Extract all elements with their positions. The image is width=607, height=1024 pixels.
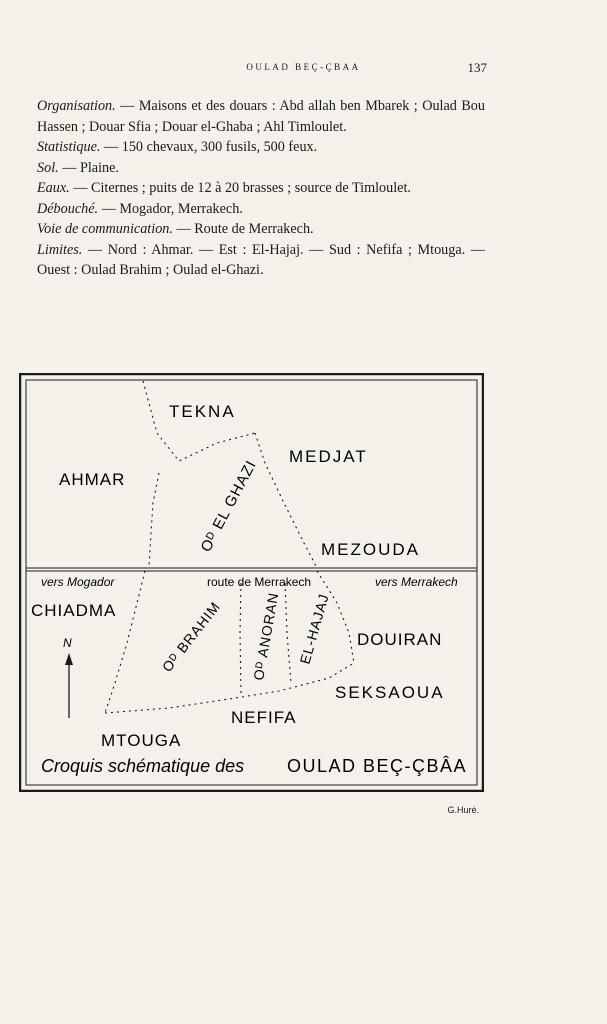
paragraph-voie (37, 219, 485, 240)
label-statistique: Statistique. (37, 139, 101, 155)
text-eaux: — Citernes ; puits de 12 à 20 brasses ; source de Timloulet. (69, 180, 411, 196)
text-statistique: — 150 chevaux, 300 fusils, 500 feux. (100, 139, 318, 155)
label-mezouda: MEZOUDA (321, 540, 420, 559)
body-text (37, 96, 485, 281)
label-tekna: TEKNA (169, 402, 236, 421)
label-seksaoua: SEKSAOUA (335, 683, 445, 702)
north-label: N (63, 636, 72, 650)
paragraph-eaux (37, 178, 485, 199)
label-obrahim: Oᴰ BRAHIM (158, 598, 224, 675)
boundary-chiadma (105, 571, 145, 713)
north-arrow-head (65, 653, 73, 665)
sketch-map (19, 373, 484, 792)
label-vers-mogador: vers Mogador (41, 575, 115, 589)
boundary-ahmar-west (149, 473, 159, 567)
paragraph-organisation (37, 96, 485, 137)
label-route-merrakech: route de Merrakech (207, 575, 312, 589)
text-limites: — Nord : Ahmar. — Est : El-Hajaj. — Sud : Nefifa ; Mtouga. — Ouest : Oulad Brahim ; Oulad el-Ghazi. (37, 241, 485, 278)
text-voie: — Route de Merrakech. (172, 221, 314, 237)
boundary-anoran-hajaj (285, 583, 291, 683)
label-nefifa: NEFIFA (231, 708, 297, 727)
label-organisation: Organisation. (37, 98, 116, 114)
label-oel-ghazi: Oᴰ EL GHAZI (197, 457, 261, 555)
paragraph-statistique (37, 137, 485, 158)
paragraph-limites (37, 240, 485, 281)
page-number: 137 (467, 60, 487, 75)
map-caption-italic: Croquis schématique des (41, 756, 245, 776)
map-svg (19, 373, 484, 792)
text-organisation: — Maisons et des douars : Abd allah ben Mbarek ; Oulad Bou Hassen ; Douar Sfia ; Douar el-Ghaba ; Ahl Timloulet. (37, 98, 485, 135)
label-ahmar: AHMAR (59, 470, 126, 489)
label-oanoran: Oᴰ ANORAN (250, 590, 282, 682)
running-head: OULAD BEÇ-ÇBAA (246, 62, 361, 72)
boundary-tekna (143, 381, 255, 461)
label-vers-merrakech: vers Merrakech (375, 575, 458, 589)
boundary-nefifa (105, 663, 354, 713)
paragraph-debouche (37, 199, 485, 220)
running-header (0, 62, 607, 82)
text-debouche: — Mogador, Merrakech. (98, 200, 243, 217)
label-douiran: DOUIRAN (357, 630, 443, 649)
label-chiadma: CHIADMA (31, 601, 117, 620)
text-sol: — Plaine. (58, 159, 119, 176)
illustrator-credit: G.Huré. (447, 805, 479, 815)
label-limites: Limites. (37, 241, 83, 258)
label-voie: Voie de communication. (37, 221, 173, 237)
label-eaux: Eaux. (37, 180, 70, 196)
boundary-obrahim-anoran (240, 583, 241, 693)
paragraph-sol (37, 158, 485, 179)
label-mtouga: MTOUGA (101, 731, 182, 750)
label-debouche: Débouché. (37, 200, 99, 217)
label-el-hajaj: EL-HAJAJ (296, 591, 332, 666)
map-caption-caps: OULAD BEÇ-ÇBÂA (287, 756, 468, 776)
label-sol: Sol. (37, 159, 59, 176)
label-medjat: MEDJAT (289, 447, 368, 466)
